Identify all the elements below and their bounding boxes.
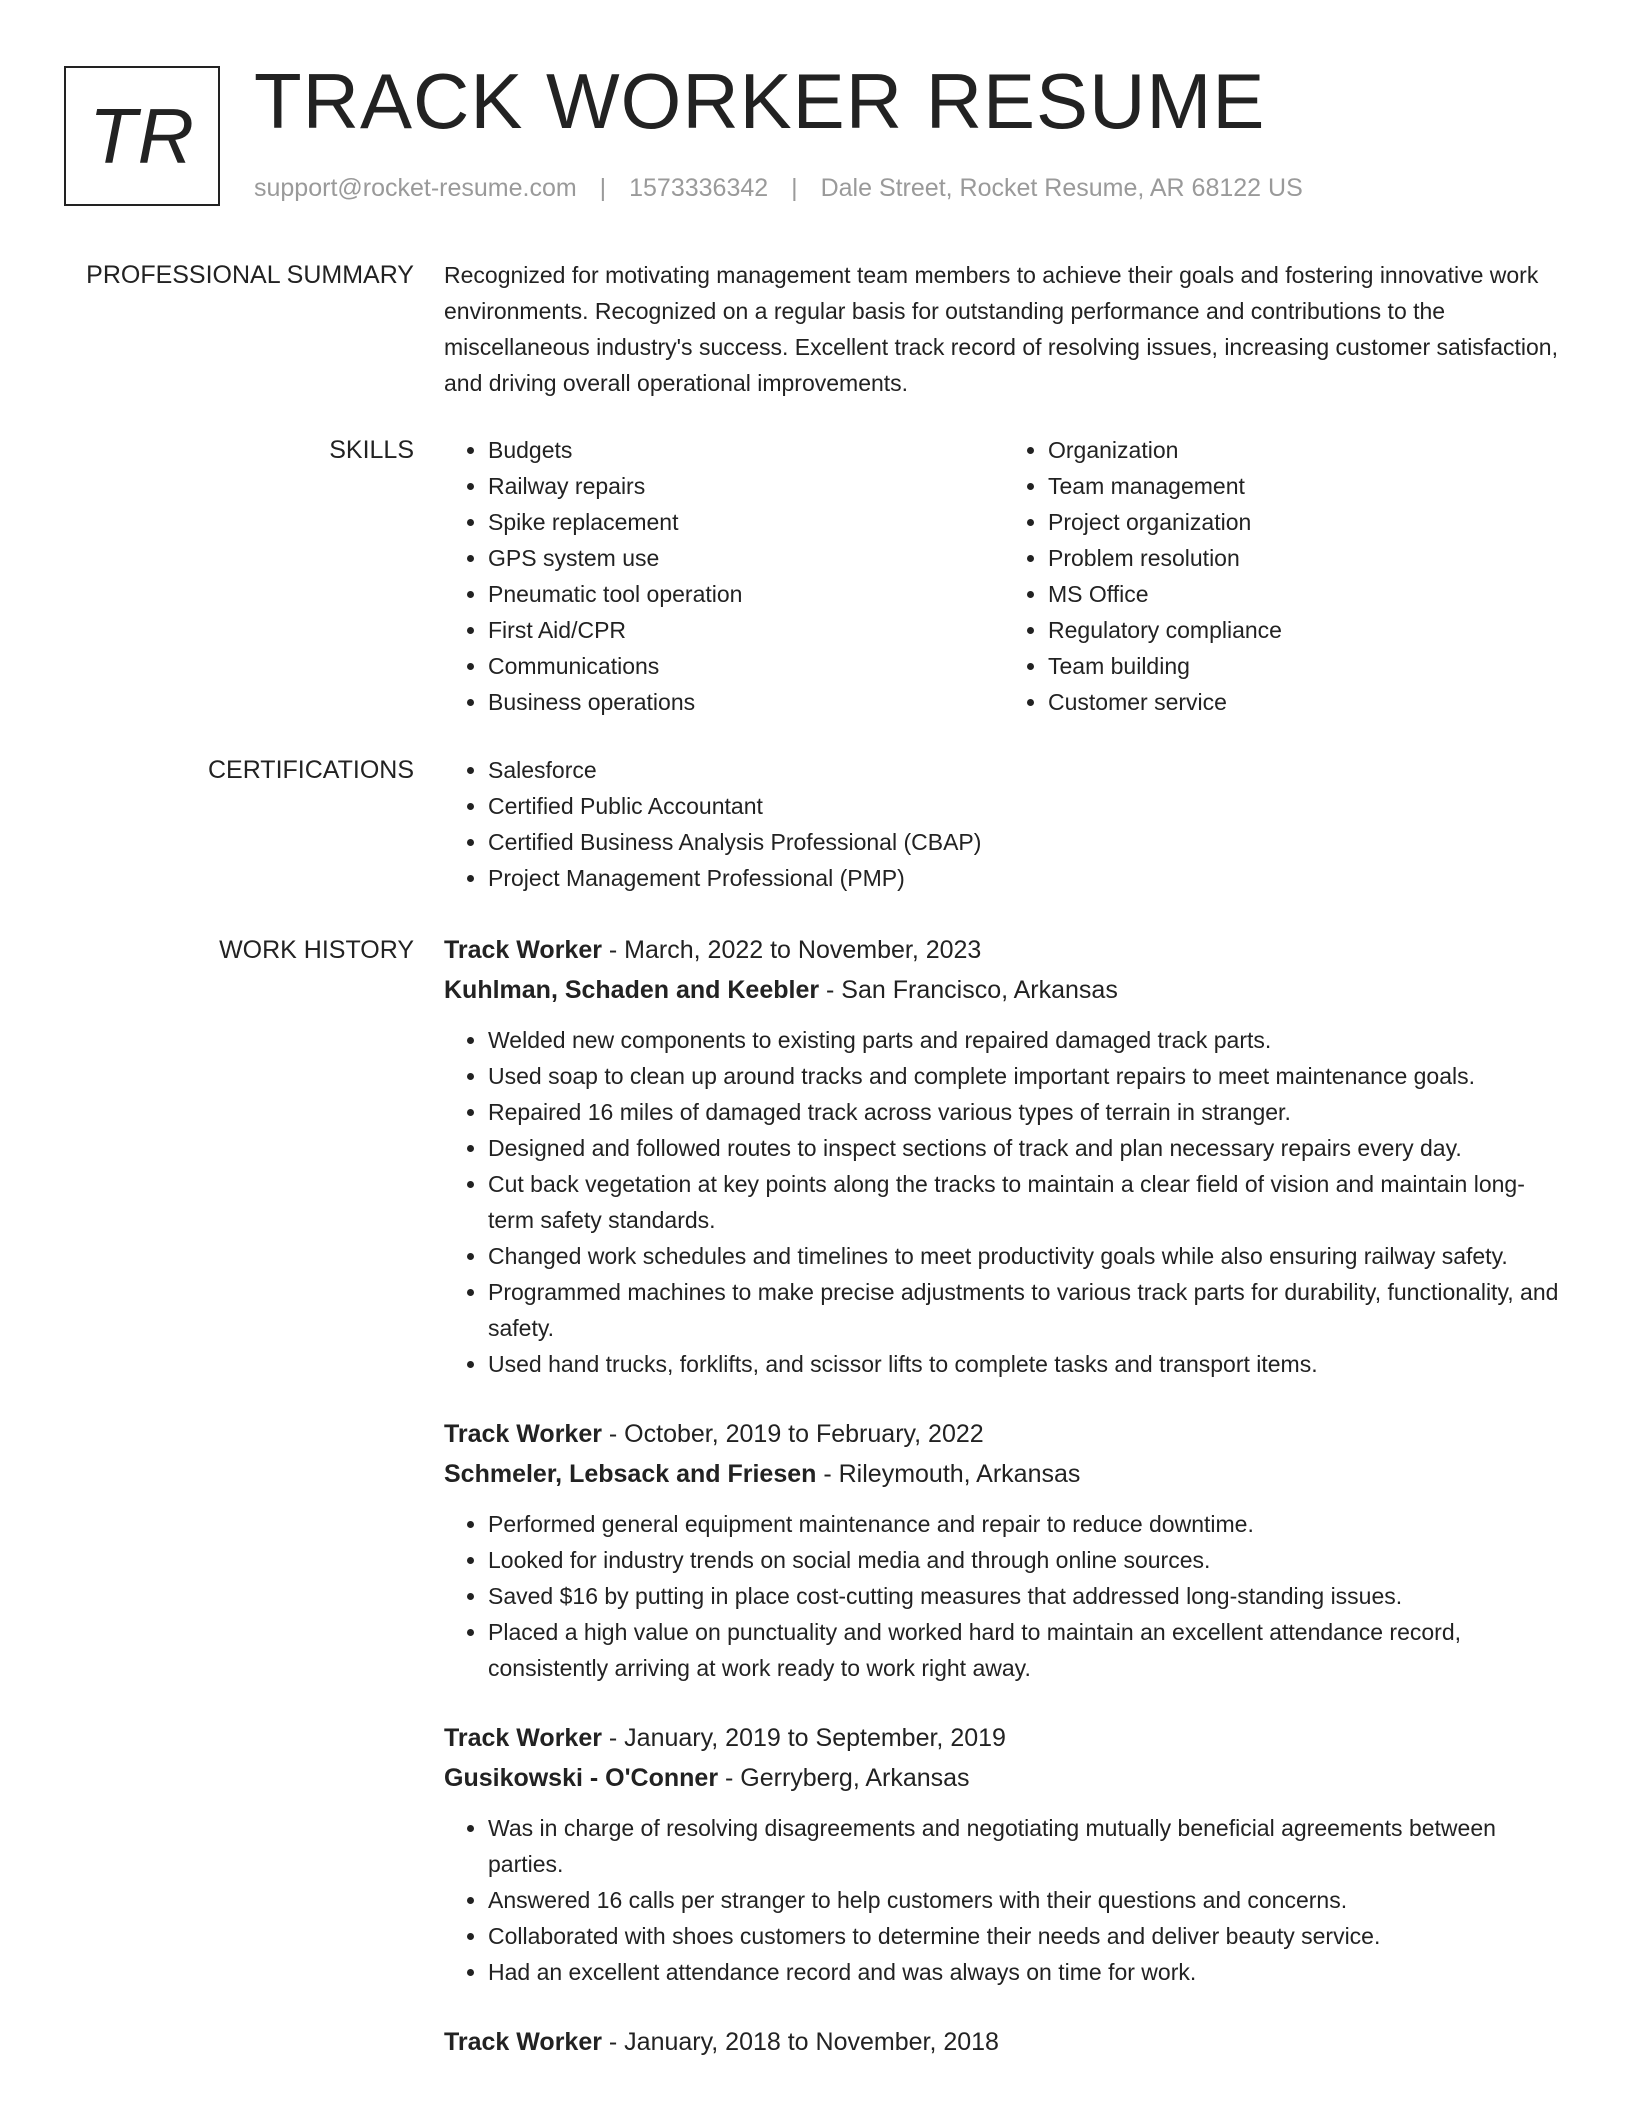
skill-item: • Organization xyxy=(1048,432,1564,468)
skill-item: • GPS system use xyxy=(488,540,1004,576)
job-entry xyxy=(444,2022,1564,2062)
certification-item: • Certified Business Analysis Professional (CBAP) xyxy=(488,824,1564,860)
job-dates: - January, 2018 to November, 2018 xyxy=(601,2028,999,2056)
job-dates: - January, 2019 to September, 2019 xyxy=(601,1724,1006,1752)
job-title-line xyxy=(444,2022,1564,2062)
job-bullet: • Saved $16 by putting in place cost-cutting measures that addressed long-standing issues. xyxy=(488,1578,1564,1614)
job-bullets xyxy=(444,1022,1564,1382)
job-bullet: • Used soap to clean up around tracks and complete important repairs to meet maintenance goals. xyxy=(488,1058,1564,1094)
job-bullet: • Changed work schedules and timelines to meet productivity goals while also ensuring railway safety. xyxy=(488,1238,1564,1274)
job-location: - Gerryberg, Arkansas xyxy=(718,1764,970,1792)
job-title: Track Worker xyxy=(444,2028,602,2056)
job-bullet: • Looked for industry trends on social media and through online sources. xyxy=(488,1542,1564,1578)
job-bullet: • Collaborated with shoes customers to determine their needs and deliver beauty service. xyxy=(488,1918,1564,1954)
skills-list-right xyxy=(1004,432,1564,720)
certifications-body xyxy=(444,752,1564,896)
skill-item: • Project organization xyxy=(1048,504,1564,540)
certification-item: • Salesforce xyxy=(488,752,1564,788)
job-bullet: • Cut back vegetation at key points along the tracks to maintain a clear field of vision and maintain long-term safety standards. xyxy=(488,1166,1564,1238)
job-company-line xyxy=(444,970,1564,1010)
skill-item: • Railway repairs xyxy=(488,468,1004,504)
job-title-line xyxy=(444,1414,1564,1454)
skill-item: • Problem resolution xyxy=(1048,540,1564,576)
skill-item: • Business operations xyxy=(488,684,1004,720)
job-bullet: • Was in charge of resolving disagreements and negotiating mutually beneficial agreements between parties. xyxy=(488,1810,1564,1882)
job-location: - San Francisco, Arkansas xyxy=(819,976,1118,1004)
job-bullet: • Programmed machines to make precise adjustments to various track parts for durability, functionality, and safety. xyxy=(488,1274,1564,1346)
job-bullets xyxy=(444,1810,1564,1990)
contact-phone: 1573336342 xyxy=(629,174,769,202)
skills-body xyxy=(444,432,1564,720)
job-bullet: • Answered 16 calls per stranger to help customers with their questions and concerns. xyxy=(488,1882,1564,1918)
job-title: Track Worker xyxy=(444,936,602,964)
job-location: - Rileymouth, Arkansas xyxy=(816,1460,1081,1488)
job-entry xyxy=(444,1414,1564,1686)
job-bullet: • Used hand trucks, forklifts, and scissor lifts to complete tasks and transport items. xyxy=(488,1346,1564,1382)
certification-item: • Project Management Professional (PMP) xyxy=(488,860,1564,896)
summary-text: Recognized for motivating management team members to achieve their goals and fostering innovative work environments. Recognized on a regular basis for outstanding performance and contributions to the miscellaneous industry's success. Excellent track record of resolving issues, increasing customer satisfaction, and driving overall operational improvements. xyxy=(444,262,1558,396)
contact-line xyxy=(254,174,1303,203)
job-entry xyxy=(444,1718,1564,1990)
skill-item: • Communications xyxy=(488,648,1004,684)
job-title: Track Worker xyxy=(444,1724,602,1752)
monogram-box xyxy=(64,66,220,206)
job-company: Schmeler, Lebsack and Friesen xyxy=(444,1460,817,1488)
job-entry xyxy=(444,930,1564,1382)
work-history-body xyxy=(444,930,1564,2094)
job-dates: - October, 2019 to February, 2022 xyxy=(601,1420,984,1448)
contact-separator: | xyxy=(791,174,798,202)
contact-separator: | xyxy=(599,174,607,202)
job-company-line xyxy=(444,1758,1564,1798)
job-title-line xyxy=(444,930,1564,970)
job-bullets xyxy=(444,1506,1564,1686)
contact-address: Dale Street, Rocket Resume, AR 68122 US xyxy=(820,174,1303,202)
certifications-list xyxy=(444,752,1564,896)
job-company-line xyxy=(444,1454,1564,1494)
job-company: Gusikowski - O'Conner xyxy=(444,1764,719,1792)
job-title-line xyxy=(444,1718,1564,1758)
skill-item: • Regulatory compliance xyxy=(1048,612,1564,648)
skills-list-left xyxy=(444,432,1004,720)
summary-label: PROFESSIONAL SUMMARY xyxy=(86,261,414,289)
contact-email: support@rocket-resume.com xyxy=(254,174,577,202)
skill-item: • Spike replacement xyxy=(488,504,1004,540)
job-bullet: • Performed general equipment maintenance and repair to reduce downtime. xyxy=(488,1506,1564,1542)
certification-item: • Certified Public Accountant xyxy=(488,788,1564,824)
job-company: Kuhlman, Schaden and Keebler xyxy=(444,976,820,1004)
monogram-initials: TR xyxy=(89,91,195,180)
skills-label: SKILLS xyxy=(329,436,414,464)
job-bullet: • Welded new components to existing parts and repaired damaged track parts. xyxy=(488,1022,1564,1058)
skill-item: • MS Office xyxy=(1048,576,1564,612)
skill-item: • Team management xyxy=(1048,468,1564,504)
job-title: Track Worker xyxy=(444,1420,602,1448)
job-bullet: • Had an excellent attendance record and was always on time for work. xyxy=(488,1954,1564,1990)
job-bullet: • Placed a high value on punctuality and worked hard to maintain an excellent attendance record, consistently arriving at work ready to work right away. xyxy=(488,1614,1564,1686)
work-history-label: WORK HISTORY xyxy=(219,936,414,964)
job-bullet: • Repaired 16 miles of damaged track across various types of terrain in stranger. xyxy=(488,1094,1564,1130)
skill-item: • Pneumatic tool operation xyxy=(488,576,1004,612)
certifications-label: CERTIFICATIONS xyxy=(207,756,414,784)
skill-item: • Budgets xyxy=(488,432,1004,468)
resume-title: TRACK WORKER RESUME xyxy=(254,57,1266,145)
skill-item: • First Aid/CPR xyxy=(488,612,1004,648)
skill-item: • Team building xyxy=(1048,648,1564,684)
job-dates: - March, 2022 to November, 2023 xyxy=(601,936,982,964)
job-bullet: • Designed and followed routes to inspect sections of track and plan necessary repairs every day. xyxy=(488,1130,1564,1166)
summary-body xyxy=(444,257,1564,401)
skill-item: • Customer service xyxy=(1048,684,1564,720)
